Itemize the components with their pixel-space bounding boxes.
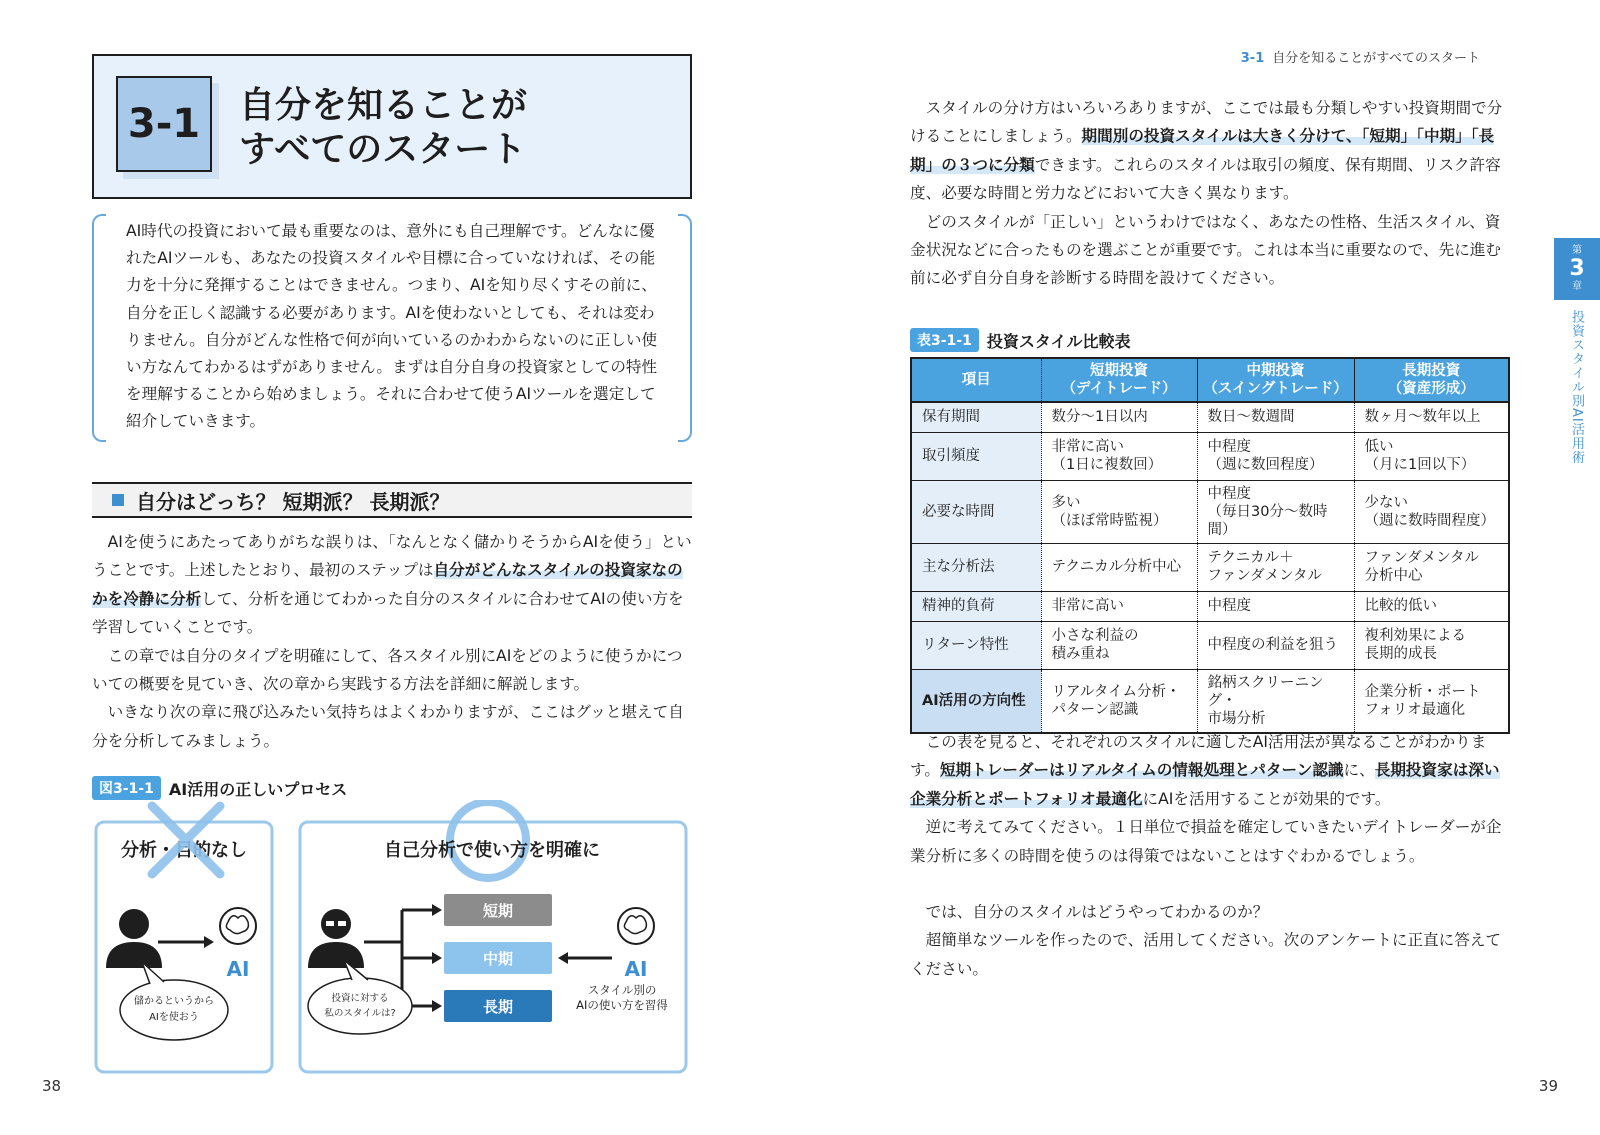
intro-text: AI時代の投資において最も重要なのは、意外にも自己理解です。どんなに優れたAIツールも、あなたの投資スタイルや目標に合っていなければ、その能力を十分に発揮することはできません。つまり、AIを知り尽くすその前に、自分を正しく認識する必要があります。AIを使わないとしても、それは変わりません。自分がどんな性格で何が向いているのかわからないのに正しい使い方なんてわかるはずがありません。まずは自分自身の投資家としての特性を理解することから始めましょう。それに合わせて使うAIツールを選定して紹介していきます。 xyxy=(126,222,658,431)
table-row xyxy=(911,669,1509,733)
table-row-key: 取引頻度 xyxy=(911,432,1041,480)
table-row xyxy=(911,480,1509,543)
style-comparison-table xyxy=(910,357,1510,734)
cell-line: 比較的低い xyxy=(1364,598,1437,614)
right-ai-label: AI xyxy=(624,957,648,981)
table-row xyxy=(911,432,1509,480)
cell-line: パターン認識 xyxy=(1051,701,1139,718)
table-row xyxy=(911,591,1509,621)
header-line2: （スイングトレード） xyxy=(1203,381,1348,397)
table-cell xyxy=(1041,621,1197,669)
table-cell xyxy=(1354,591,1509,621)
left-bubble-line2: AIを使おう xyxy=(149,1012,199,1023)
running-header xyxy=(1241,47,1480,66)
cell-line: フォリオ最適化 xyxy=(1364,701,1466,718)
ai-brain-icon xyxy=(618,908,654,944)
highlight-text: 長期投資家は深い企業分析とポートフォリオ最適化 xyxy=(910,761,1500,808)
table-cell xyxy=(1354,480,1509,543)
right-caption-line2: AIの使い方を習得 xyxy=(576,998,668,1012)
ai-brain-icon xyxy=(220,908,256,944)
text-span: この表を見ると、それぞれのスタイルに適したAI活用法が異なることがわかります。 xyxy=(910,733,1487,780)
table-label xyxy=(910,328,1131,352)
table-cell xyxy=(1197,432,1354,480)
cell-line: 複利効果による xyxy=(1364,628,1466,644)
table-row-key: 主な分析法 xyxy=(911,543,1041,591)
table-header xyxy=(911,358,1041,402)
text-span: に、 xyxy=(1343,761,1375,780)
cell-line: （1日に複数回） xyxy=(1051,457,1163,473)
left-page xyxy=(0,0,790,1135)
header-line1: 短期投資 xyxy=(1090,363,1148,379)
text-span: スタイルの分け方はいろいろありますが、ここでは最も分類しやすい投資期間で分けることにしましょう。 xyxy=(910,99,1503,146)
cell-line: 市場分析 xyxy=(1207,710,1266,727)
table-cell xyxy=(1197,669,1354,733)
cell-line: 小さな利益の xyxy=(1051,628,1139,644)
text-span: AIを使うにあたってありがちな誤りは、「なんとなく儲かりそうからAIを使う」ということです。上述したとおり、最初のステップは xyxy=(92,533,692,580)
left-bubble-line1: 儲かるというから xyxy=(134,996,214,1007)
table-cell xyxy=(1197,543,1354,591)
running-header-number: 3-1 xyxy=(1240,51,1265,66)
right-bubble-line2: 私のスタイルは? xyxy=(324,1008,396,1019)
right-body-top xyxy=(910,94,1510,293)
cell-line: 中程度 xyxy=(1207,485,1251,502)
right-panel-title: 自己分析で使い方を明確に xyxy=(384,840,600,861)
subheading-text: 自分はどっち？ 短期派？ 長期派？ xyxy=(136,489,450,514)
figure-title: AI活用の正しいプロセス xyxy=(168,779,348,799)
cell-line: 中程度 xyxy=(1207,598,1251,614)
cell-line: 銘柄スクリーニング・ xyxy=(1207,674,1324,709)
table-cell xyxy=(1197,621,1354,669)
figure-label xyxy=(92,776,347,800)
table-cell xyxy=(1354,432,1509,480)
table-cell xyxy=(1041,402,1197,432)
text-span: できます。これらのスタイルは取引の頻度、保有期間、リスク許容度、必要な時間と労力などにおいて大きく異なります。 xyxy=(910,155,1501,203)
section-number: 3-1 xyxy=(116,76,212,172)
chapter-tab-small: 章 xyxy=(1572,281,1582,292)
cell-line: ファンダメンタル xyxy=(1364,550,1480,566)
table-cell xyxy=(1041,669,1197,733)
table-row xyxy=(911,402,1509,432)
table-header xyxy=(1041,358,1197,402)
table-cell xyxy=(1354,543,1509,591)
cell-line: 少ない xyxy=(1364,494,1408,511)
paragraph xyxy=(910,94,1510,208)
table-row xyxy=(911,621,1509,669)
paragraph: 逆に考えてみてください。１日単位で損益を確定していきたいデイトレーダーが企業分析に多くの時間を使うのは得策ではないことはすぐわかるでしょう。 xyxy=(910,818,1502,865)
highlight-text: 自分がどんなスタイルの投資家なのかを冷静に分析 xyxy=(92,561,683,608)
option-short: 短期 xyxy=(482,902,514,920)
left-body xyxy=(92,528,692,755)
header-line1: 中期投資 xyxy=(1246,363,1305,379)
intro-bracket-left xyxy=(92,214,106,442)
running-header-title: 自分を知ることがすべてのスタート xyxy=(1272,51,1480,66)
header-line2: （資産形成） xyxy=(1387,381,1475,397)
subheading xyxy=(92,482,692,518)
cell-line: ファンダメンタル xyxy=(1207,568,1323,584)
cell-line: 数日〜数週間 xyxy=(1207,409,1295,426)
table-cell xyxy=(1041,432,1197,480)
paragraph: では、自分のスタイルはどうやってわかるのか？ xyxy=(925,903,1269,922)
paragraph: いきなり次の章に飛び込みたい気持ちはよくわかりますが、ここはグッと堪えて自分を分析してみましょう。 xyxy=(92,703,684,750)
text-span: して、分析を通じてわかった自分のスタイルに合わせてAIの使い方を学習していくことです。 xyxy=(92,589,684,637)
chapter-tab xyxy=(1554,238,1600,300)
square-bullet-icon xyxy=(112,494,124,506)
table-cell xyxy=(1197,591,1354,621)
cell-line: 中程度 xyxy=(1207,439,1251,455)
cell-line: 非常に高い xyxy=(1051,439,1124,455)
cell-line: 低い xyxy=(1364,439,1394,455)
right-caption-line1: スタイル別の xyxy=(587,983,657,997)
cell-line: 多い xyxy=(1051,494,1081,511)
highlight-text: 短期トレーダーはリアルタイムの情報処理とパターン認識 xyxy=(939,761,1344,780)
text-span: にAIを活用することが効果的です。 xyxy=(1142,789,1391,808)
chapter-tab-small: 第 xyxy=(1572,245,1582,256)
table-cell xyxy=(1354,621,1509,669)
page-number-left: 38 xyxy=(42,1077,62,1095)
table-row-key: 精神的負荷 xyxy=(911,591,1041,621)
cell-line: （月に1回以下） xyxy=(1364,457,1476,473)
cell-line: （週に数時間程度） xyxy=(1364,512,1495,529)
table-cell xyxy=(1197,402,1354,432)
header-line2: （デイトレード） xyxy=(1061,381,1177,397)
cell-line: 数分〜1日以内 xyxy=(1051,409,1148,426)
cell-line: （週に数回程度） xyxy=(1207,457,1324,473)
paragraph: この章では自分のタイプを明確にして、各スタイル別にAIをどのように使うかについての概要を見ていき、次の章から実践する方法を詳細に解説します。 xyxy=(92,646,683,694)
cell-line: 数ヶ月〜数年以上 xyxy=(1364,409,1481,426)
paragraph: どのスタイルが「正しい」というわけではなく、あなたの性格、生活スタイル、資金状況などに合ったものを選ぶことが重要です。これは本当に重要なので、先に進む前に必ず自分自身を診断する時間を設けてください。 xyxy=(910,212,1502,288)
paragraph xyxy=(92,528,692,642)
table-cell xyxy=(1197,480,1354,543)
section-title-line1: 自分を知ることが xyxy=(239,85,528,126)
table-cell xyxy=(1041,480,1197,543)
table-cell xyxy=(1354,669,1509,733)
paragraph: 超簡単なツールを作ったので、活用してください。次のアンケートに正直に答えてください。 xyxy=(910,931,1502,978)
cell-line: 企業分析・ポート xyxy=(1364,683,1481,700)
cell-line: リアルタイム分析・ xyxy=(1051,683,1181,700)
page-number-right: 39 xyxy=(1538,1077,1558,1095)
section-title-line2: すべてのスタート xyxy=(239,129,527,170)
option-mid: 中期 xyxy=(482,950,514,968)
table-header xyxy=(1197,358,1354,402)
cell-line: 長期的成長 xyxy=(1364,646,1437,662)
figure-tag: 図3-1-1 xyxy=(92,776,161,800)
cell-line: 非常に高い xyxy=(1051,598,1124,614)
table-tag: 表3-1-1 xyxy=(910,328,979,352)
header-line1: 長期投資 xyxy=(1402,363,1461,379)
table-row-key: リターン特性 xyxy=(911,621,1041,669)
cell-line: 分析中心 xyxy=(1364,568,1423,584)
process-figure xyxy=(92,800,692,1080)
table-header-row xyxy=(911,358,1509,402)
table-cell xyxy=(1041,591,1197,621)
chapter-tab-number: 3 xyxy=(1569,256,1585,281)
table-row-key: 必要な時間 xyxy=(911,480,1041,543)
section-title-box xyxy=(92,54,692,199)
cell-line: テクニカル＋ xyxy=(1207,550,1294,566)
right-bubble-line1: 投資に対する xyxy=(331,993,389,1004)
cell-line: （ほぼ常時監視） xyxy=(1051,512,1168,529)
header-line1: 項目 xyxy=(961,372,991,388)
intro-bracket-right xyxy=(678,214,692,442)
highlight-text: 期間別の投資スタイルは大きく分けて、「短期」「中期」「長期」の３つに分類 xyxy=(910,127,1495,174)
left-ai-label: AI xyxy=(226,957,250,981)
table-row-key: 保有期間 xyxy=(911,402,1041,432)
table-title: 投資スタイル比較表 xyxy=(986,331,1131,351)
cell-line: 中程度の利益を狙う xyxy=(1207,637,1338,653)
cell-line: （毎日30分〜数時間） xyxy=(1207,503,1328,538)
table-row xyxy=(911,543,1509,591)
left-panel-title: 分析・目的なし xyxy=(121,840,247,861)
table-header xyxy=(1354,358,1509,402)
cell-line: テクニカル分析中心 xyxy=(1051,559,1182,575)
chapter-side-title: 投資スタイル別AI活用術 xyxy=(1569,310,1584,465)
option-long: 長期 xyxy=(482,998,514,1016)
section-title xyxy=(239,84,527,172)
table-row-key: AI活用の方向性 xyxy=(911,669,1041,733)
right-body-bottom xyxy=(910,728,1510,983)
table-cell xyxy=(1354,402,1509,432)
table-cell xyxy=(1041,543,1197,591)
intro-box xyxy=(92,214,692,442)
cell-line: 積み重ね xyxy=(1051,646,1110,662)
right-page xyxy=(800,0,1600,1135)
paragraph xyxy=(910,728,1510,813)
